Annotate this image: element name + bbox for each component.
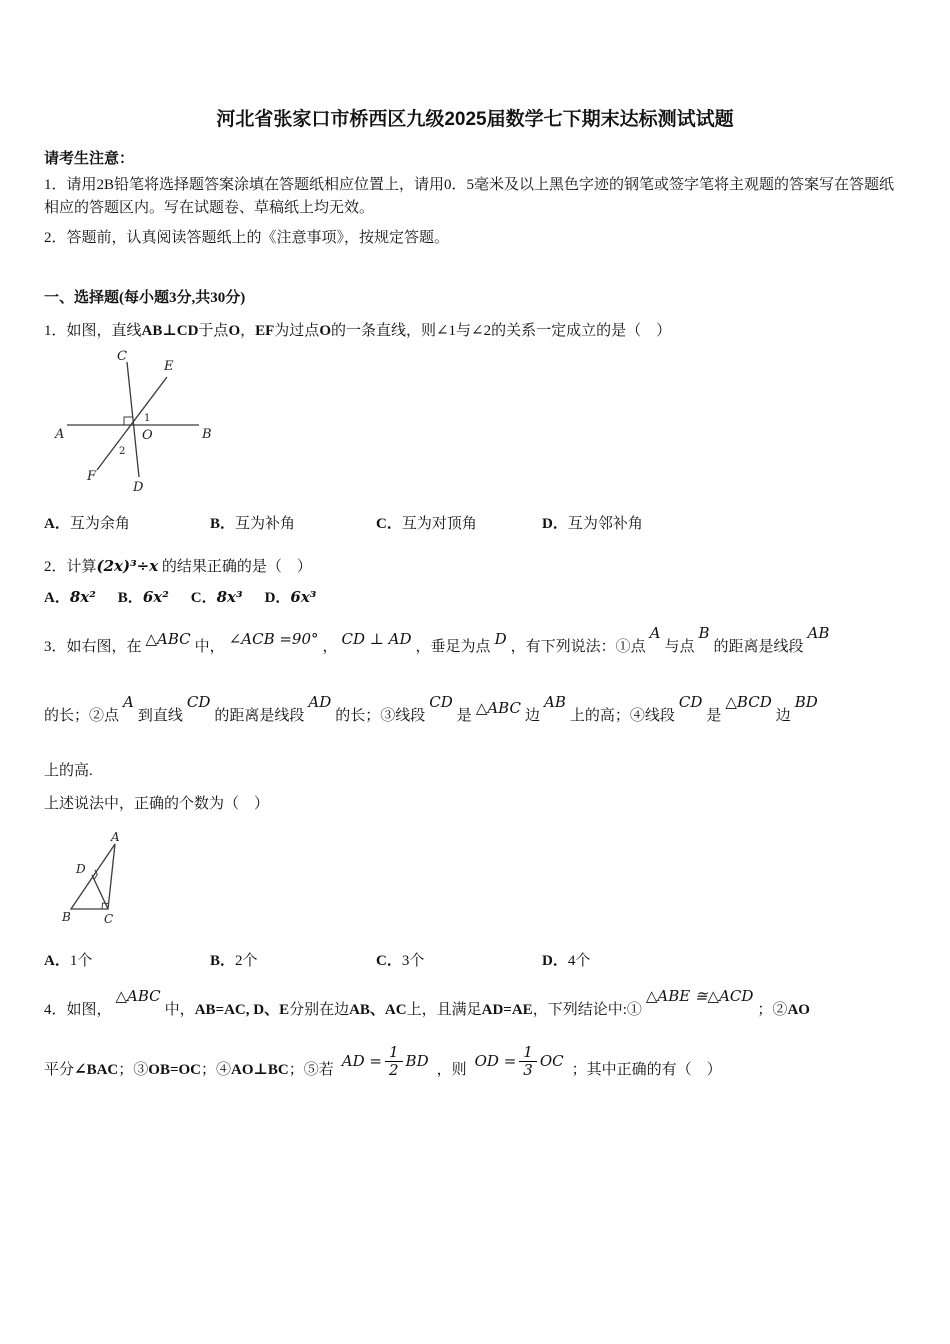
q2-option-d (265, 586, 317, 607)
option-label: A． (44, 515, 70, 532)
fraction-denominator: 3 (523, 1061, 533, 1079)
q1-option-a (44, 512, 210, 533)
math-run: CD (678, 692, 703, 711)
q1-stem (44, 319, 906, 340)
q3-line-3: 上的高. (44, 762, 93, 779)
text-run: ；⑤若 (288, 1061, 334, 1078)
fraction-numerator: 1 (519, 1044, 537, 1062)
q3-line-1 (44, 623, 906, 656)
q1-option-c (376, 512, 542, 533)
math-run: O (319, 322, 331, 339)
fraction-pre: AD = (341, 1051, 382, 1070)
q4-line-1 (44, 986, 906, 1019)
q1-option-b (210, 512, 376, 533)
text-run: 是 (456, 707, 472, 724)
math-run: AB、AC (349, 1001, 407, 1018)
q3-option-c (376, 949, 542, 970)
fraction-expression-1 (342, 1044, 429, 1080)
label-d: D (133, 479, 144, 495)
text-run: ；其中正确的有（ ） (571, 1061, 722, 1078)
option-text: 8x² (69, 587, 96, 606)
section-heading: 一、选择题(每小题3分,共30分) (44, 289, 246, 306)
label-o: O (142, 427, 153, 443)
math-run: AD (308, 692, 332, 711)
option-label: B． (210, 952, 236, 969)
math-run: AB (543, 692, 566, 711)
q3-option-a (44, 949, 210, 970)
text-run: 中， (164, 1001, 195, 1018)
q3-figure (58, 831, 148, 931)
option-text: 8x³ (216, 587, 243, 606)
text-run: 的距离是线段 (713, 638, 804, 655)
text-run: 为过点 (274, 322, 320, 339)
page-title: 河北省张家口市桥西区九级2025届数学七下期末达标测试试题 (216, 109, 734, 130)
text-run: 的长；③线段 (335, 707, 426, 724)
text-run: 上的高；④线段 (569, 707, 675, 724)
fraction (385, 1044, 403, 1080)
option-label: A． (44, 952, 70, 969)
label-d: D (76, 861, 86, 876)
math-run: ∠ACB =90° (228, 629, 319, 648)
option-text: 互为对顶角 (401, 515, 477, 532)
text-run: ；③ (118, 1061, 149, 1078)
text-run: 是 (706, 707, 722, 724)
text-run: 边 (775, 707, 791, 724)
text-run: 于点 (198, 322, 229, 339)
text-run: 上，且满足 (406, 1001, 482, 1018)
text-run: 4．如图， (44, 1001, 112, 1018)
q1-figure (54, 348, 219, 496)
text-run: ；④ (201, 1061, 232, 1078)
text-run: ， (322, 638, 338, 655)
option-label: D． (264, 589, 291, 606)
option-label: D． (542, 515, 568, 532)
fraction-pre: OD = (474, 1051, 517, 1070)
text-run: 的长；②点 (44, 707, 120, 724)
text-run: ，垂足为点 (415, 638, 491, 655)
label-a: A (55, 426, 65, 442)
fraction-expression-2 (475, 1044, 564, 1080)
option-text: 6x³ (290, 587, 317, 606)
option-label: C． (376, 515, 402, 532)
q3-line-4: 上述说法中，正确的个数为（ ） (44, 795, 270, 812)
text-run: 到直线 (137, 707, 183, 724)
fraction-post: BD (405, 1051, 429, 1070)
math-run: A (123, 692, 134, 711)
text-run: 的结果正确的是（ ） (158, 558, 312, 575)
label-b: B (62, 909, 71, 924)
math-run: O (228, 322, 241, 339)
label-e: E (164, 358, 174, 374)
text-run: ，有下列说法：①点 (510, 638, 646, 655)
text-run: 分别在边 (289, 1001, 350, 1018)
line-cd (127, 362, 139, 477)
option-label: C． (190, 589, 217, 606)
text-run: 1．如图，直线 (44, 322, 142, 339)
math-run: AO (787, 1001, 810, 1018)
q3-option-d (542, 949, 708, 970)
option-label: A． (44, 589, 70, 606)
text-run: 中， (194, 638, 225, 655)
math-run: △ABE ≅△ACD (645, 986, 754, 1005)
math-run: BD (794, 692, 818, 711)
text-run: 的一条直线，则∠1与∠2的关系一定成立的是（ ） (330, 322, 672, 339)
math-run: △ABC (475, 698, 521, 717)
label-angle-1: 1 (144, 412, 151, 424)
option-text: 4个 (567, 952, 591, 969)
notice-item-2: 2．答题前，认真阅读答题纸上的《注意事项》，按规定答题。 (44, 229, 450, 246)
segment-cd (92, 875, 108, 909)
notice-item-1: 1．请用2B铅笔将选择题答案涂填在答题纸相应位置上，请用0．5毫米及以上黑色字迹的钢笔或签字笔将主观题的答案写在答题纸相应的答题区内。写在试题卷、草稿纸上均无效。 (44, 177, 895, 217)
math-run: AB⊥CD (141, 322, 199, 339)
math-run: B (698, 623, 710, 642)
math-run: AB=AC, D、E (194, 1001, 290, 1018)
math-run: EF (255, 322, 275, 339)
text-run: 2．计算 (44, 558, 97, 575)
math-run: (2x)³÷x (96, 556, 159, 575)
option-label: C． (376, 952, 402, 969)
math-run: CD (429, 692, 453, 711)
math-run: △ABC (115, 986, 161, 1005)
option-text: 2个 (235, 952, 258, 969)
q2-stem (44, 555, 906, 576)
option-text: 1个 (69, 952, 93, 969)
q2-option-a (44, 586, 96, 607)
fraction-denominator: 2 (389, 1061, 399, 1079)
label-a: A (111, 830, 120, 844)
line-ef (97, 377, 167, 470)
math-run: ∠BAC (74, 1061, 119, 1078)
text-run: ；② (757, 1001, 788, 1018)
option-label: D． (542, 952, 568, 969)
text-run: 边 (524, 707, 540, 724)
q1-option-d (542, 512, 708, 533)
math-run: AO⊥BC (231, 1061, 289, 1078)
option-text: 互为余角 (69, 515, 130, 532)
label-c: C (117, 348, 127, 364)
text-run: 的距离是线段 (214, 707, 305, 724)
math-run: OB=OC (148, 1061, 202, 1078)
q3-line-2 (44, 692, 906, 725)
q2-options (44, 586, 906, 607)
label-angle-2: 2 (119, 445, 126, 457)
text-run: 平分 (44, 1061, 75, 1078)
text-run: ， (240, 322, 256, 339)
notice-heading: 请考生注意： (44, 151, 135, 167)
text-run: ，下列结论中:① (532, 1001, 642, 1018)
fraction-post: OC (539, 1051, 564, 1070)
option-label: B． (210, 515, 236, 532)
q2-option-c (191, 586, 243, 607)
fraction (519, 1044, 537, 1080)
option-text: 互为邻补角 (567, 515, 643, 532)
fraction-numerator: 1 (385, 1044, 403, 1062)
math-run: D (494, 629, 507, 648)
option-text: 6x² (142, 587, 169, 606)
q1-options (44, 512, 906, 533)
q3-option-b (210, 949, 376, 970)
text-run: 3．如右图，在 (44, 638, 142, 655)
q4-line-2 (44, 1042, 906, 1089)
math-run: AB (807, 623, 830, 642)
math-run: △BCD (725, 692, 772, 711)
option-text: 互为补角 (235, 515, 296, 532)
label-f: F (87, 468, 97, 484)
q2-option-b (118, 586, 169, 607)
q3-options (44, 949, 906, 970)
label-c: C (104, 911, 114, 926)
label-b: B (202, 426, 212, 442)
math-run: CD ⊥ AD (341, 629, 412, 648)
math-run: A (649, 623, 661, 642)
option-text: 3个 (401, 952, 425, 969)
math-run: △ABC (145, 629, 191, 648)
text-run: 与点 (664, 638, 695, 655)
math-run: AD=AE (481, 1001, 533, 1018)
option-label: B． (117, 589, 143, 606)
text-run: ，则 (436, 1061, 467, 1078)
math-run: CD (186, 692, 211, 711)
